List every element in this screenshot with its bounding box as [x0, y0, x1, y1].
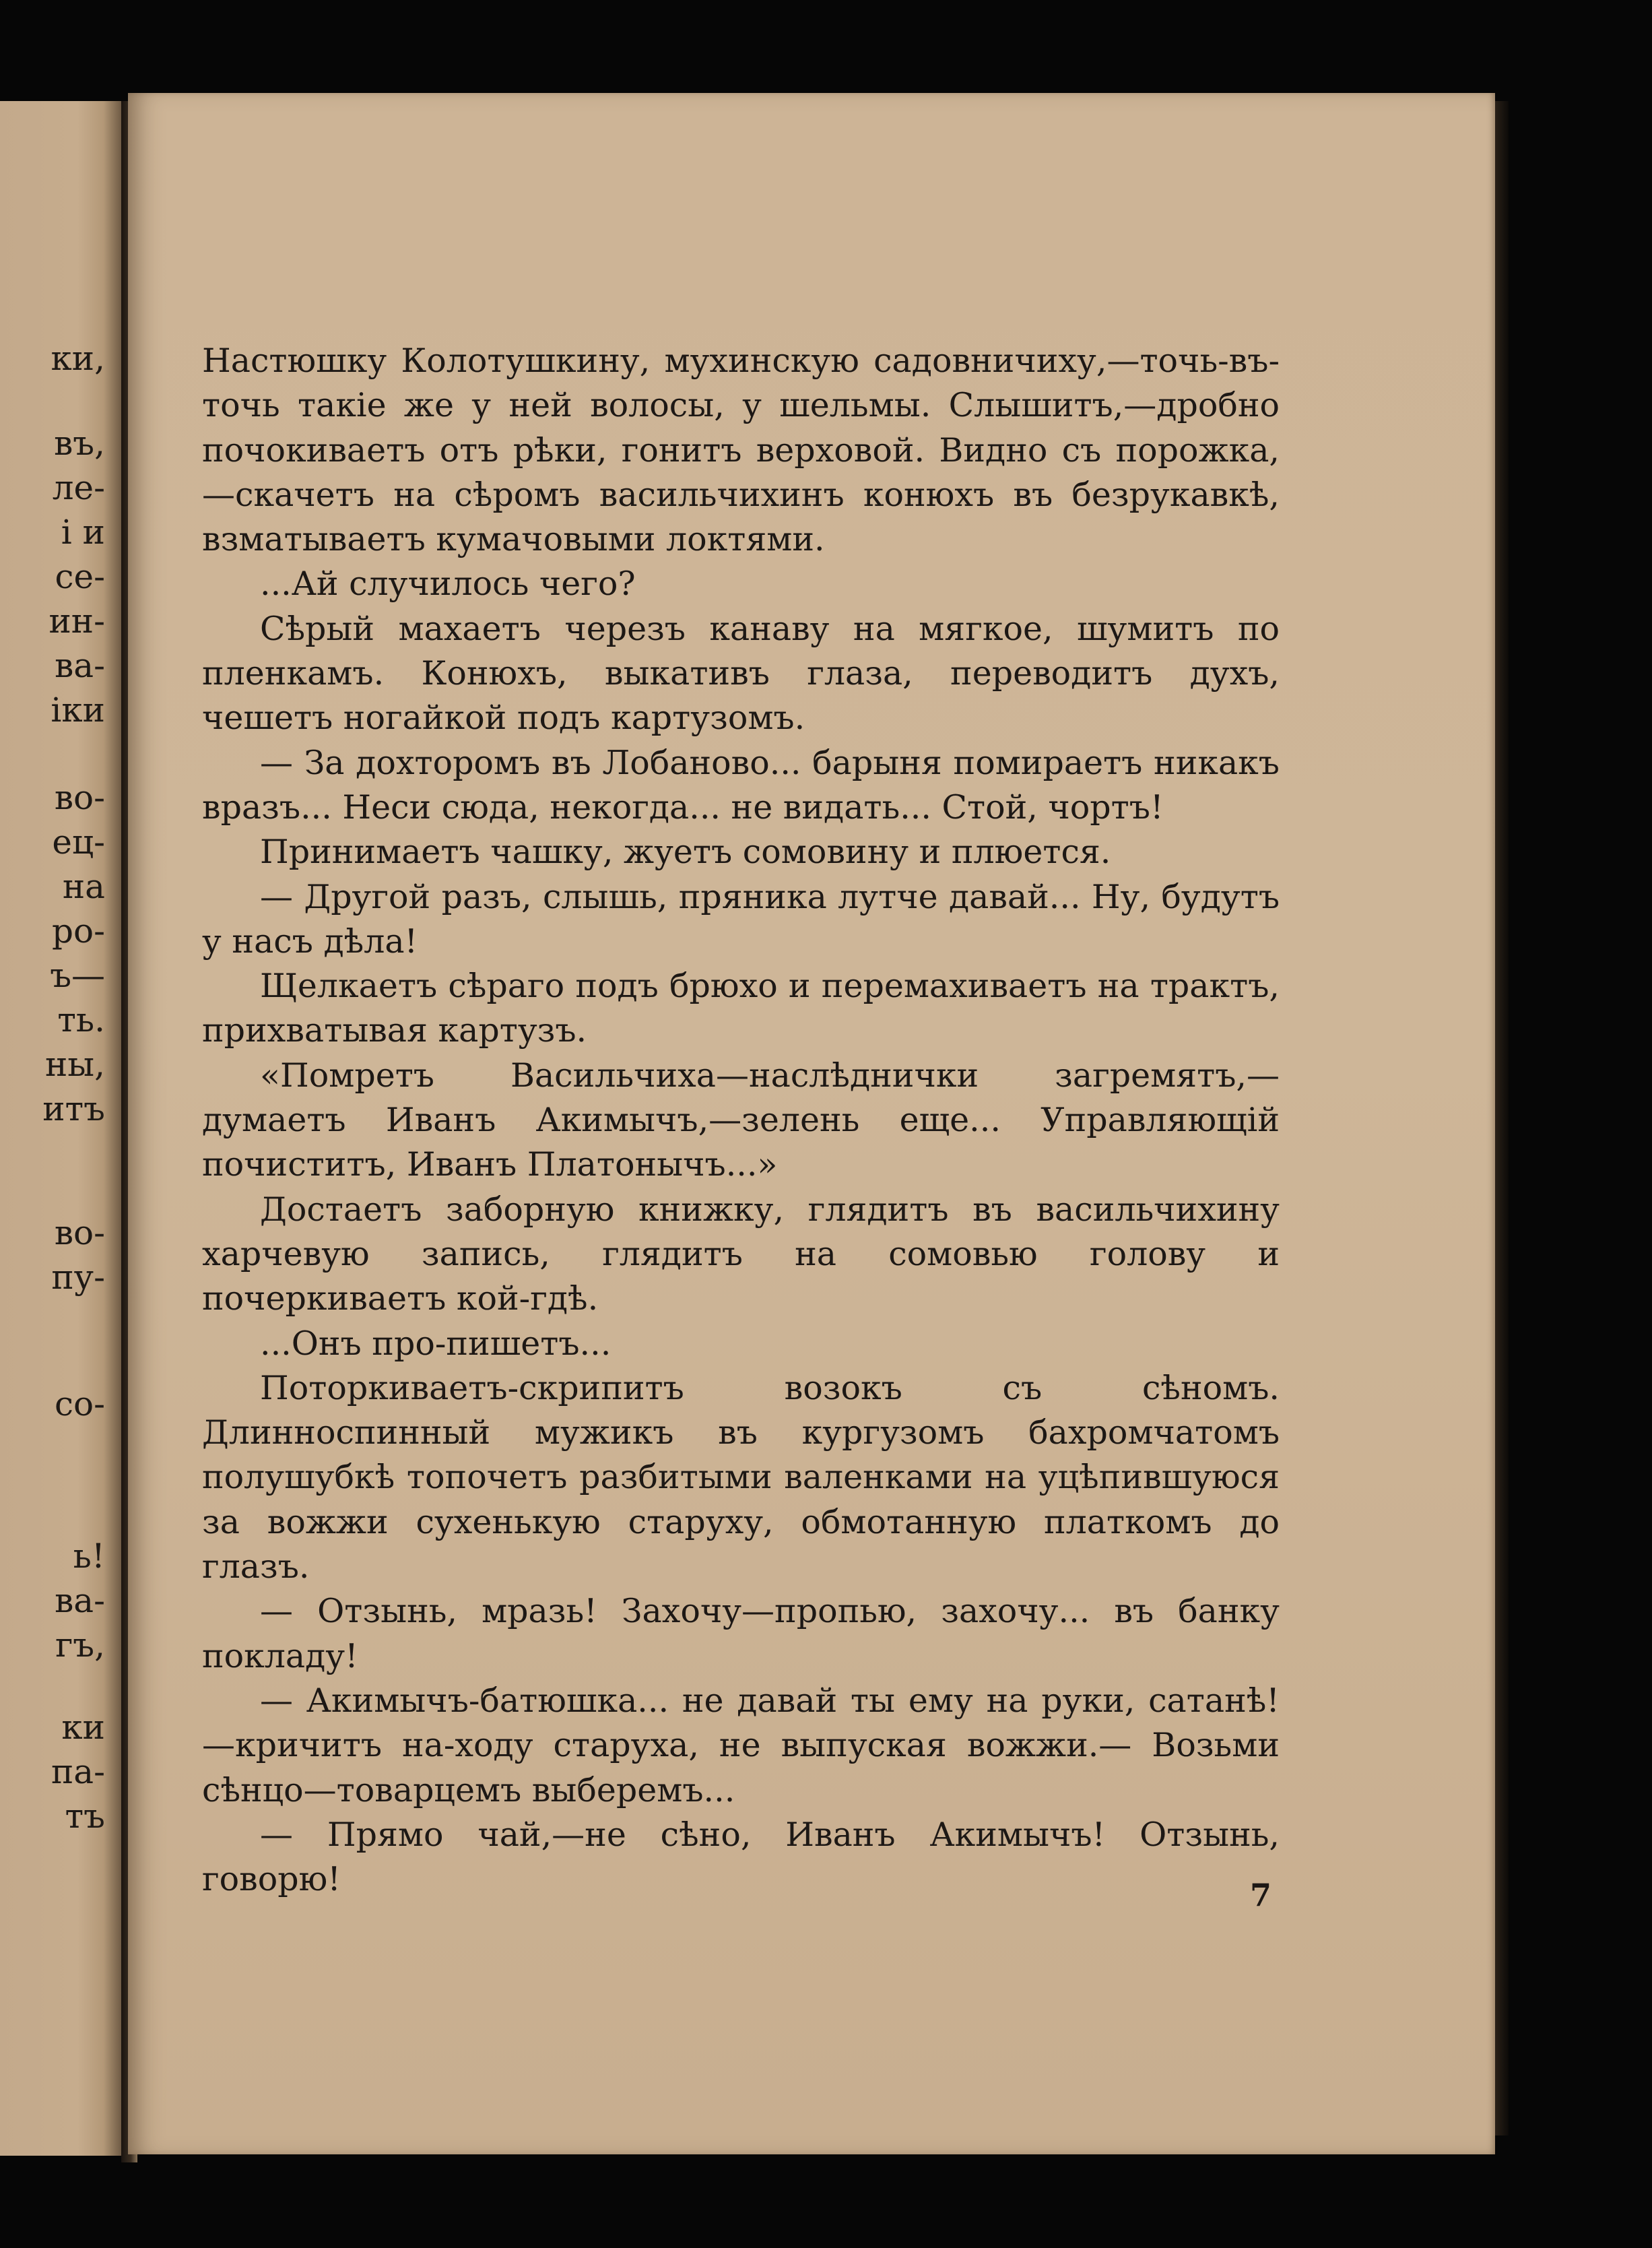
paragraph: ...Онъ про-пишетъ...	[260, 1324, 612, 1363]
line-fragment: ва-	[55, 1581, 105, 1620]
page-edge-shadow	[1495, 101, 1509, 2135]
line-fragment: со-	[55, 1384, 105, 1423]
paragraph: — За дохторомъ въ Лобаново... барыня помираетъ никакъ вразъ... Неси сюда, некогда... не видать... Стой, чортъ!	[202, 743, 1280, 827]
line-fragment: іки	[51, 691, 105, 730]
line-fragment: ле-	[52, 468, 105, 507]
page-number: 7	[1250, 1877, 1272, 1913]
paragraph: — Акимычъ-батюшка... не давай ты ему на руки, сатанѣ!—кричитъ на-ходу старуха, не выпуская вожжи.— Возьми сѣнцо—товарцемъ выберемъ...	[202, 1681, 1280, 1809]
paragraph: — Другой разъ, слышь, пряника лутче давай... Ну, будутъ у насъ дѣла!	[202, 877, 1280, 961]
line-fragment: пу-	[51, 1258, 105, 1297]
paragraph: Поторкиваетъ-скрипитъ возокъ съ сѣномъ. Длинноспинный мужикъ въ кургузомъ бахромчатомъ полушубкѣ топочетъ разбитыми валенками на уцѣпившуюся за вожжи сухенькую старуху, обмотанную платкомъ до глазъ.	[202, 1368, 1280, 1586]
line-fragment: въ,	[54, 424, 105, 463]
line-fragment: на	[62, 867, 105, 906]
paragraph: ...Ай случилось чего?	[260, 565, 636, 604]
line-fragment: ъ—	[50, 956, 105, 995]
line-fragment: ь!	[73, 1537, 105, 1576]
paragraph: Щелкаетъ сѣраго подъ брюхо и перемахиваетъ на трактъ, прихватывая картузъ.	[202, 967, 1280, 1050]
paragraph: — Отзынь, мразь! Захочу—пропью, захочу... въ банку покладу!	[202, 1592, 1280, 1675]
line-fragment: ки,	[51, 339, 105, 378]
line-fragment: ть.	[57, 1000, 105, 1039]
paragraph: Сѣрый махаетъ черезъ канаву на мягкое, шумитъ по пленкамъ. Конюхъ, выкативъ глаза, переводитъ духъ, чешетъ ногайкой подъ картузомъ.	[202, 609, 1280, 738]
line-fragment: ро-	[51, 911, 105, 951]
line-fragment: се-	[55, 557, 105, 596]
current-page	[128, 93, 1495, 2154]
paragraph: — Прямо чай,—не сѣно, Иванъ Акимычъ! Отзынь, говорю!	[202, 1815, 1280, 1899]
paragraph: Принимаетъ чашку, жуетъ сомовину и плюется.	[260, 833, 1111, 872]
paragraph: Настюшку Колотушкину, мухинскую садовничиху,—точь-въ-точь такіе же у ней волосы, у шельмы. Слышитъ,—дробно почокиваетъ отъ рѣки, гонитъ верховой. Видно съ порожка,—скачетъ на сѣромъ васильчихинъ конюхъ въ безрукавкѣ, взматываетъ кумачовыми локтями.	[202, 342, 1280, 559]
line-fragment: ец-	[52, 823, 105, 862]
line-fragment: па-	[51, 1752, 105, 1791]
previous-page	[0, 101, 129, 2156]
line-fragment: во-	[54, 778, 105, 817]
line-fragment: тъ	[65, 1797, 105, 1836]
line-fragment: і и	[61, 513, 105, 552]
line-fragment: ны,	[44, 1045, 105, 1084]
line-fragment: ин-	[48, 602, 105, 641]
line-fragment: гъ,	[55, 1626, 105, 1665]
line-fragment: итъ	[42, 1089, 105, 1128]
line-fragment: ки	[61, 1708, 105, 1747]
paragraph: «Помретъ Васильчиха—наслѣднички загремятъ,— думаетъ Иванъ Акимычъ,—зелень еще... Управляющій почиститъ, Иванъ Платонычъ...»	[202, 1056, 1280, 1184]
line-fragment: во-	[54, 1213, 105, 1252]
line-fragment: ва-	[55, 646, 105, 685]
paragraph: Достаетъ заборную книжку, глядитъ въ васильчихину харчевую запись, глядитъ на сомовью голову и почеркиваетъ кой-гдѣ.	[202, 1190, 1280, 1318]
page-body-text	[202, 339, 1280, 1902]
